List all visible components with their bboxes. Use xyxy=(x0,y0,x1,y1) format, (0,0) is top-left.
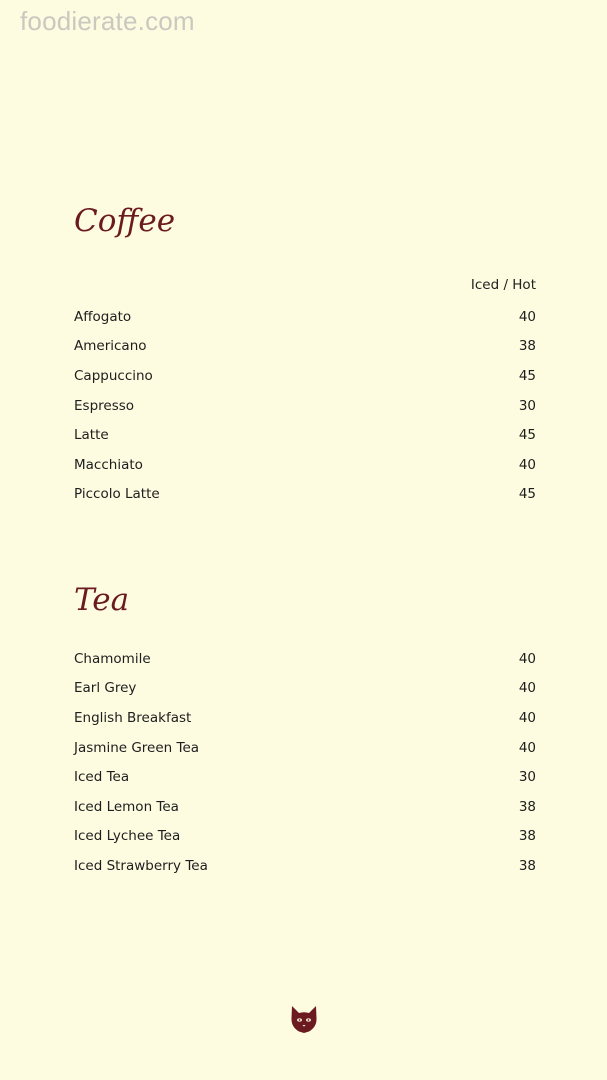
menu-item-name: Macchiato xyxy=(74,456,143,473)
menu-item xyxy=(74,762,536,792)
menu-item-name: Earl Grey xyxy=(74,680,137,697)
menu-item-name: Americano xyxy=(74,338,147,355)
menu-item-name: Piccolo Latte xyxy=(74,486,160,503)
menu-item-price: 40 xyxy=(518,709,536,726)
menu-item-price: 38 xyxy=(518,857,536,874)
menu-item-price: 38 xyxy=(518,338,536,355)
menu-item-name: Affogato xyxy=(74,308,132,325)
menu-item-price: 40 xyxy=(518,650,536,667)
menu-item-name: Latte xyxy=(74,427,109,444)
menu-item-name: Cappuccino xyxy=(74,367,153,384)
menu-item-name: Iced Tea xyxy=(74,769,130,786)
menu-item xyxy=(74,420,536,450)
menu-item-name: Iced Strawberry Tea xyxy=(74,857,208,874)
menu-item-price: 30 xyxy=(518,769,536,786)
coffee-menu-list xyxy=(74,302,536,509)
menu-item xyxy=(74,674,536,704)
menu-item-price: 40 xyxy=(518,680,536,697)
menu-item-price: 40 xyxy=(518,739,536,756)
menu-item xyxy=(74,792,536,822)
menu-item-name: Espresso xyxy=(74,397,135,414)
cat-head-icon xyxy=(289,1004,319,1034)
menu-item xyxy=(74,391,536,421)
menu-item xyxy=(74,302,536,332)
menu-item xyxy=(74,733,536,763)
menu-item-price: 40 xyxy=(518,308,536,325)
menu-item-price: 45 xyxy=(518,486,536,503)
menu-item xyxy=(74,822,536,852)
tea-section-title: Tea xyxy=(74,582,130,618)
menu-item-name: English Breakfast xyxy=(74,709,192,726)
menu-item xyxy=(74,361,536,391)
menu-item-price: 30 xyxy=(518,397,536,414)
menu-item xyxy=(74,480,536,510)
coffee-section-title: Coffee xyxy=(74,203,176,239)
menu-item xyxy=(74,851,536,881)
menu-item xyxy=(74,332,536,362)
menu-item-name: Iced Lemon Tea xyxy=(74,798,179,815)
menu-item-price: 38 xyxy=(518,798,536,815)
menu-item-price: 38 xyxy=(518,828,536,845)
menu-item-name: Jasmine Green Tea xyxy=(74,739,200,756)
menu-item-name: Iced Lychee Tea xyxy=(74,828,181,845)
menu-item xyxy=(74,450,536,480)
watermark: foodierate.com xyxy=(20,6,195,36)
menu-item-price: 45 xyxy=(518,367,536,384)
menu-item-price: 40 xyxy=(518,456,536,473)
menu-item-name: Chamomile xyxy=(74,650,151,667)
coffee-column-header: Iced / Hot xyxy=(470,277,536,293)
menu-item-price: 45 xyxy=(518,427,536,444)
menu-item xyxy=(74,644,536,674)
menu-item xyxy=(74,703,536,733)
tea-menu-list xyxy=(74,644,536,881)
